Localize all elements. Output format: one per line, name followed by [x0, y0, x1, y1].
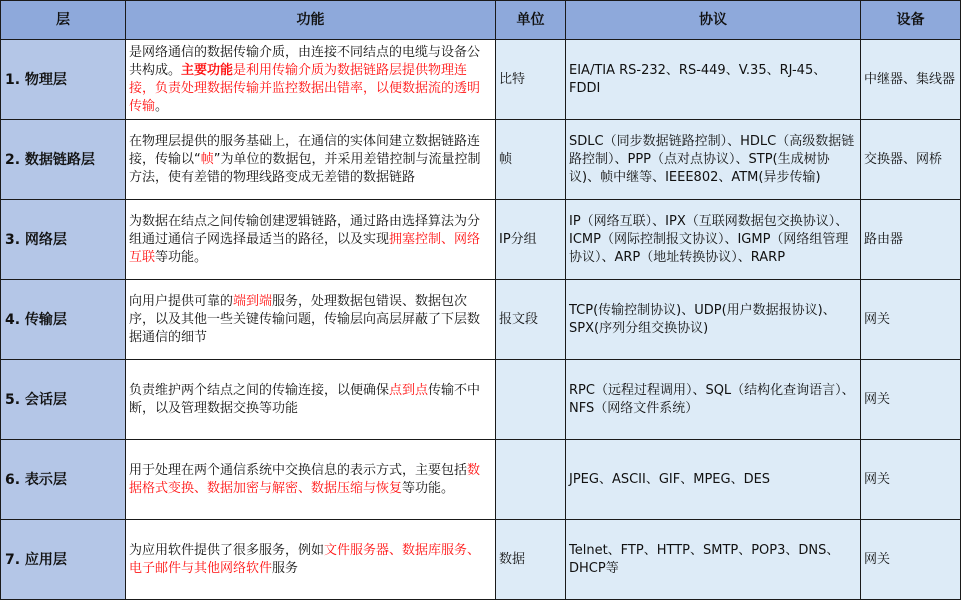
protocol-cell: Telnet、FTP、HTTP、SMTP、POP3、DNS、DHCP等: [566, 520, 861, 600]
highlight-text: 端到端: [233, 293, 273, 309]
layer-name-cell: 7. 应用层: [1, 520, 126, 600]
function-text: 服务: [272, 560, 299, 576]
function-text: 等功能。: [155, 249, 208, 265]
function-cell: [126, 520, 496, 600]
function-cell: [126, 360, 496, 440]
function-text: 在物理层提供的服务基础上，在通信的实体间建立数据链路连接，传输以“: [129, 133, 481, 167]
function-text: 等功能。: [402, 480, 455, 496]
highlight-text: 帧: [200, 151, 214, 167]
function-text: 。: [155, 98, 169, 114]
unit-cell: [496, 440, 566, 520]
header-protocol: 协议: [566, 1, 861, 40]
protocol-cell: JPEG、ASCII、GIF、MPEG、DES: [566, 440, 861, 520]
function-text: ”为单位的数据包，并采用差错控制与流量控制方法，使有差错的物理线路变成无差错的数据链路: [129, 151, 481, 185]
header-layer: 层: [1, 1, 126, 40]
function-cell: [126, 440, 496, 520]
highlight-text: 拥塞控制、网络互联: [129, 231, 481, 265]
device-cell: 路由器: [861, 200, 961, 280]
protocol-cell: EIA/TIA RS-232、RS-449、V.35、RJ-45、FDDI: [566, 40, 861, 120]
table-row: [1, 440, 961, 520]
device-cell: 网关: [861, 440, 961, 520]
layer-name-cell: 2. 数据链路层: [1, 120, 126, 200]
unit-cell: IP分组: [496, 200, 566, 280]
highlight-text: 是利用传输介质为数据链路层提供物理连接，负责处理数据传输并监控数据出错率，以便数据流的透明传输: [129, 62, 481, 114]
function-text: 为数据在结点之间传输创建逻辑链路，通过路由选择算法为分组通过通信子网选择最适当的路径，以及实现: [129, 213, 481, 247]
device-cell: 网关: [861, 520, 961, 600]
table-row: [1, 120, 961, 200]
table-body: [1, 40, 961, 600]
header-unit: 单位: [496, 1, 566, 40]
header-function: 功能: [126, 1, 496, 40]
device-cell: 中继器、集线器: [861, 40, 961, 120]
protocol-cell: IP（网络互联）、IPX（互联网数据包交换协议）、ICMP（网际控制报文协议）、IGMP（网络组管理协议）、ARP（地址转换协议）、RARP: [566, 200, 861, 280]
layer-name-cell: 4. 传输层: [1, 280, 126, 360]
device-cell: 网关: [861, 360, 961, 440]
function-text: 负责维护两个结点之间的传输连接，以便确保: [129, 382, 390, 398]
function-text: 向用户提供可靠的: [129, 293, 234, 309]
function-text: 传输不中断，以及管理数据交换等功能: [129, 382, 481, 416]
protocol-cell: RPC（远程过程调用）、SQL（结构化查询语言）、NFS（网络文件系统）: [566, 360, 861, 440]
table-row: [1, 520, 961, 600]
function-text: 为应用软件提供了很多服务，例如: [129, 542, 325, 558]
function-cell: [126, 280, 496, 360]
header-row: [1, 1, 961, 40]
highlight-text: 点到点: [389, 382, 429, 398]
highlight-text: 数据格式变换、数据加密与解密、数据压缩与恢复: [129, 462, 481, 496]
unit-cell: 帧: [496, 120, 566, 200]
function-text: 服务，处理数据包错误、数据包次序，以及其他一些关键传输问题，传输层向高层屏蔽了下层数据通信的细节: [129, 293, 481, 345]
function-cell: [126, 40, 496, 120]
unit-cell: [496, 360, 566, 440]
device-cell: 交换器、网桥: [861, 120, 961, 200]
function-text: 是网络通信的数据传输介质，由连接不同结点的电缆与设备公共构成。: [129, 44, 481, 78]
unit-cell: 报文段: [496, 280, 566, 360]
highlight-text: 主要功能: [181, 62, 234, 78]
protocol-cell: SDLC（同步数据链路控制）、HDLC（高级数据链路控制）、PPP（点对点协议）、STP(生成树协议)、帧中继等、IEEE802、ATM(异步传输): [566, 120, 861, 200]
protocol-cell: TCP(传输控制协议)、UDP(用户数据报协议)、SPX(序列分组交换协议): [566, 280, 861, 360]
table-row: [1, 360, 961, 440]
table-row: [1, 200, 961, 280]
layer-name-cell: 5. 会话层: [1, 360, 126, 440]
table-row: [1, 40, 961, 120]
unit-cell: 比特: [496, 40, 566, 120]
layer-name-cell: 6. 表示层: [1, 440, 126, 520]
function-text: 用于处理在两个通信系统中交换信息的表示方式，主要包括: [129, 462, 468, 478]
unit-cell: 数据: [496, 520, 566, 600]
layer-name-cell: 1. 物理层: [1, 40, 126, 120]
function-cell: [126, 200, 496, 280]
layer-name-cell: 3. 网络层: [1, 200, 126, 280]
function-cell: [126, 120, 496, 200]
header-device: 设备: [861, 1, 961, 40]
highlight-text: 文件服务器、数据库服务、电子邮件与其他网络软件: [129, 542, 481, 576]
table-row: [1, 280, 961, 360]
device-cell: 网关: [861, 280, 961, 360]
